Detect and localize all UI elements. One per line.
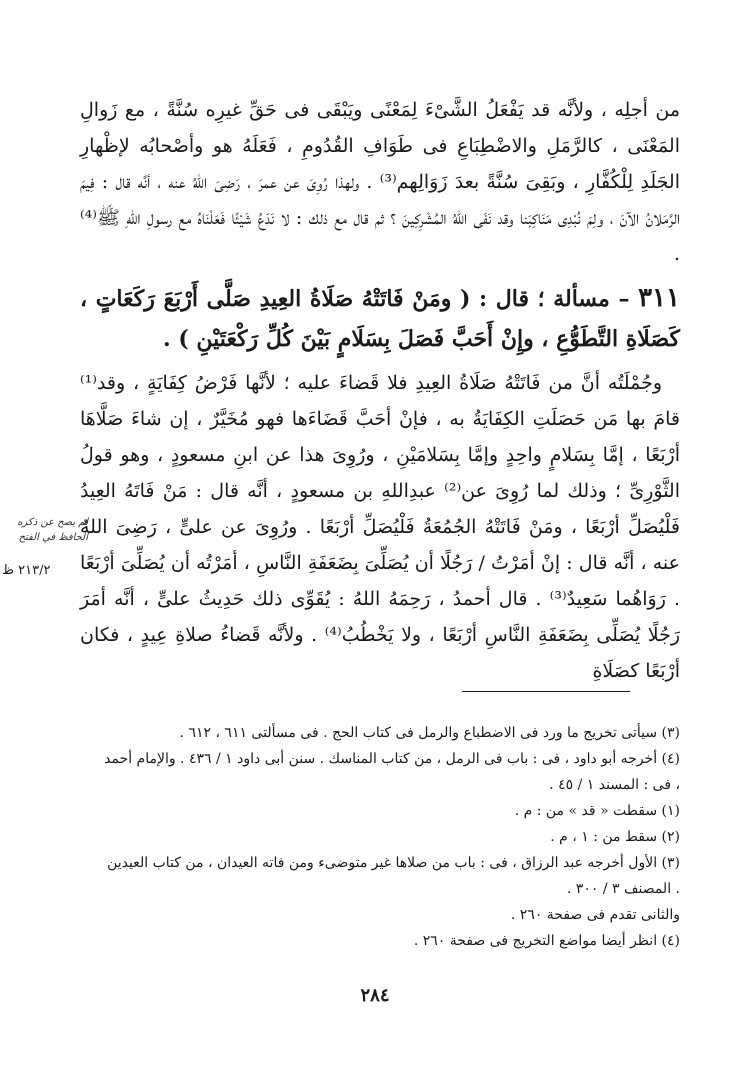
paragraph-3: وجُمْلَتُه أنَّ من فَاتَتْهُ صَلَاةُ العِيدِ فلا قَضاءَ عليه ؛ لأنَّها فَرْضُ كِفَايَةٍ ، وقد⁽¹⁾ قامَ بها مَن حَصَلَتِ الكِفَايَةُ به ، فإنْ أحَبَّ قَضَاءَها فهو مُخَيَّرٌ ، إن شاءَ صَلَّاهَا أرْبَعًا ، إمَّا بِسَلامٍ واحِدٍ وإمَّا بِسَلامَيْنِ ، ورُوِىَ هذا عن ابنِ مسعودٍ ، وهو قولُ الثَّوْرِىِّ ؛ وذلك لما رُوِىَ عن⁽²⁾ عبدِاللهِ بن مسعودٍ ، أنَّه قال : مَنْ فَاتَهُ العِيدُ فَلْيُصَلِّ أرْبَعًا ، ومَنْ فَاتَتْهُ الجُمُعَةُ فَلْيُصَلِّ أرْبَعًا . ورُوِىَ عن علىٍّ ، رَضِىَ اللهُ عنه ، أنَّه قال : إنْ أمَرْتُ / رَجُلًا أن يُصَلِّىَ بِضَعَفَةِ النَّاسِ ، أمَرْتُه أن يُصَلِّىَ أرْبَعًا . رَوَاهُما سَعِيدٌ⁽³⁾ . قال أحمدُ ، رَحِمَهُ اللهُ : يُقَوِّى ذلك حَدِيثُ علىٍّ ، أنَّه أمَرَ رَجُلًا يُصَلِّى بِضَعَفَةِ النَّاسِ أرْبَعًا ، ولا يَخْطُبُ⁽⁴⁾ . ولأنَّه قَضاءُ صلاةِ عِيدٍ ، فكان أرْبَعًا كصَلَاةِ (80, 372, 680, 682)
main-text-block (80, 92, 680, 689)
footnote: (٤) أخرجه أبو داود ، فى : باب فى الرمل ، من كتاب المناسك . سنن أبى داود ١ / ٤٣٦ . والإمام أحمد ، فى : المسند ١ / ٤٥ . (104, 751, 680, 793)
handwritten-margin-note: لم يصح عن ذكره الحافظ في الفتح (17, 517, 88, 543)
footnote: (٣) الأول أخرجه عبد الرزاق ، فى : باب من صلاها غير متوضىء ومن فاته العيدان ، من كتاب العيدين . المصنف ٣ / ٣٠٠ . (107, 855, 680, 897)
footnote: (٤) انظر أيضا مواضع التخريج فى صفحة ٢٦٠ . (413, 933, 680, 949)
footnote: والثانى تقدم فى صفحة ٢٦٠ . (510, 907, 680, 923)
issue-number: ٣١١ (638, 283, 680, 313)
page-number: ٢٨٤ (360, 985, 390, 1006)
footnote: (٢) سقط من : ١ ، م . (550, 829, 680, 845)
footnote: (١) سقطت « قد » من : م . (514, 803, 680, 819)
footnote: (٣) سيأتى تخريج ما ورد فى الاضطباع والرمل فى كتاب الحج . فى مسألتى ٦١١ ، ٦١٢ . (179, 725, 680, 741)
paragraph-1: من أجلِه ، ولأنَّه قد يَفْعَلُ الشَّىْءَ لِمَعْنًى ويَبْقَى فى حَقِّ غيرِه سُنَّةً ، مع زَوالِ المَعْنَى ، كالرَّمَلِ والاضْطِبَاعِ فى طَوَافِ القُدُومِ ، فَعَلَهُ هو وأصْحابُه لإظْهارِ الجَلَدِ لِلْكُفَّارِ ، وبَقِىَ سُنَّةً بعدَ زَوَالِهم⁽³⁾ . ولهذا رُوِىَ عن عمرَ ، رَضِىَ اللهُ عنه ، أنَّه قال : فِيمَ الرَّمَلانُ الآنَ ، ولِمَ نُبْدِى مَنَاكِبَنا وقد نَفَى اللهُ المُشْرِكِينَ ؟ ثم قال مع ذلك : لا نَدَعُ شَيْئًا فَعَلْنَاهُ مع رسولِ اللهِ ﷺ⁽⁴⁾ . (80, 99, 680, 265)
footnotes-block (100, 720, 680, 954)
footnote-separator (462, 691, 630, 692)
issue-heading (80, 278, 680, 359)
issue-heading-text: – مسألة ؛ قال : ( ومَنْ فَاتَتْهُ صَلَاةُ العِيدِ صَلَّى أَرْبَعَ رَكَعَاتٍ ، كَصَلَاةِ التَّطَوُّعِ ، وإِنْ أَحَبَّ فَصَلَ بِسَلَامٍ بَيْنَ كُلِّ رَكْعَتَيْنِ ) . (80, 286, 680, 352)
manuscript-folio-reference: ٢١٣/٢ ظ (2, 563, 51, 578)
